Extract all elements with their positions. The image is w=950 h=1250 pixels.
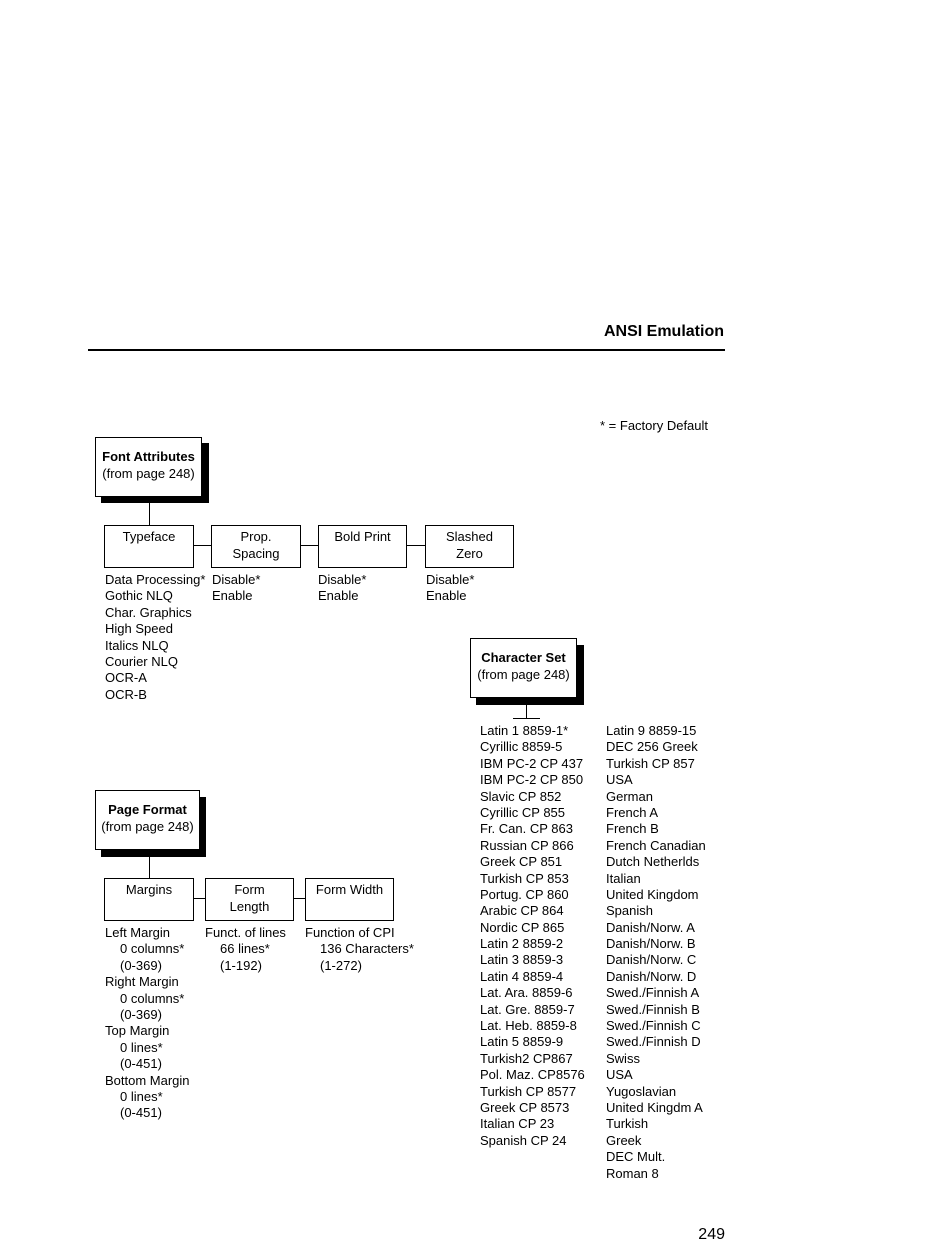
- list-item: Disable*: [318, 572, 367, 587]
- list-item: Swed./Finnish C: [606, 1018, 701, 1034]
- character-set-column-2: [606, 723, 706, 1182]
- character-set-column-1: [480, 723, 585, 1149]
- character-set-title: Character Set: [481, 650, 566, 665]
- connector-line: [194, 545, 211, 546]
- list-item: United Kingdom: [606, 886, 699, 902]
- list-item: Turkish CP 853: [480, 870, 569, 886]
- list-item: (0-451): [120, 1105, 162, 1121]
- list-item: German: [606, 788, 653, 804]
- page-format-subtitle: (from page 248): [101, 819, 194, 834]
- font-attributes-subtitle: (from page 248): [102, 466, 195, 481]
- font-attributes-title: Font Attributes: [102, 449, 195, 464]
- connector-line: [194, 898, 205, 899]
- list-item: Nordic CP 865: [480, 919, 565, 935]
- list-item: Slavic CP 852: [480, 788, 562, 804]
- list-item: Russian CP 866: [480, 837, 574, 853]
- list-item: Yugoslavian: [606, 1083, 677, 1099]
- list-item: French A: [606, 804, 659, 820]
- list-item: Portug. CP 860: [480, 886, 569, 902]
- list-item: Enable: [318, 588, 359, 604]
- connector-line: [294, 898, 305, 899]
- list-item: Swiss: [606, 1050, 640, 1066]
- list-item: Danish/Norw. B: [606, 936, 696, 952]
- list-item: Danish/Norw. A: [606, 919, 695, 935]
- page-format-title: Page Format: [108, 802, 187, 817]
- list-item: French Canadian: [606, 837, 706, 853]
- list-item: French B: [606, 821, 659, 837]
- list-item: Italian CP 23: [480, 1116, 555, 1132]
- typeface-box: [104, 525, 194, 568]
- list-item: Right Margin: [105, 974, 179, 990]
- character-set-tee: [513, 718, 540, 719]
- font-attributes-box: [95, 437, 202, 497]
- list-item: Disable*: [426, 572, 475, 587]
- page-title: ANSI Emulation: [603, 323, 724, 340]
- list-item: DEC Mult.: [606, 1149, 666, 1165]
- bold-print-box: [318, 525, 407, 568]
- list-item: 66 lines*: [220, 941, 270, 957]
- form-length-box: [205, 878, 294, 921]
- form-length-options: [205, 925, 286, 974]
- list-item: (0-369): [120, 957, 162, 973]
- slashed-zero-box: [425, 525, 514, 568]
- list-item: Enable: [212, 588, 253, 604]
- list-item: Fr. Can. CP 863: [480, 821, 573, 837]
- list-item: Latin 2 8859-2: [480, 936, 564, 952]
- list-item: 136 Characters*: [320, 941, 414, 957]
- form-width-options: [305, 925, 414, 974]
- list-item: Function of CPI: [305, 925, 395, 940]
- character-set-subtitle: (from page 248): [477, 667, 570, 682]
- list-item: Char. Graphics: [105, 604, 192, 620]
- list-item: Swed./Finnish B: [606, 1001, 700, 1017]
- list-item: (1-272): [320, 957, 362, 973]
- prop-spacing-box: [211, 525, 301, 568]
- list-item: Courier NLQ: [105, 653, 178, 669]
- list-item: Cyrillic CP 855: [480, 804, 566, 820]
- list-item: Dutch Netherlds: [606, 854, 700, 870]
- list-item: Roman 8: [606, 1165, 659, 1181]
- margins-label: Margins: [125, 882, 173, 897]
- prop-spacing-label-line1: Prop.: [240, 529, 272, 544]
- list-item: Danish/Norw. C: [606, 952, 697, 968]
- list-item: 0 lines*: [120, 1088, 163, 1104]
- list-item: Latin 9 8859-15: [606, 723, 697, 738]
- margins-options: [105, 925, 190, 1122]
- list-item: Turkish CP 8577: [480, 1083, 577, 1099]
- list-item: Greek CP 851: [480, 854, 563, 870]
- list-item: Left Margin: [105, 925, 171, 940]
- list-item: Data Processing*: [105, 572, 206, 587]
- bold-print-label: Bold Print: [334, 529, 391, 544]
- list-item: Gothic NLQ: [105, 588, 173, 604]
- list-item: Cyrillic 8859-5: [480, 739, 563, 755]
- list-item: IBM PC-2 CP 850: [480, 772, 584, 788]
- list-item: Funct. of lines: [205, 925, 286, 940]
- list-item: Enable: [426, 588, 467, 604]
- margins-box: [104, 878, 194, 921]
- character-set-box: [470, 638, 577, 698]
- list-item: Disable*: [212, 572, 261, 587]
- list-item: DEC 256 Greek: [606, 739, 698, 755]
- list-item: OCR-B: [105, 686, 147, 702]
- list-item: 0 columns*: [120, 990, 185, 1006]
- slashed-zero-label-line2: Zero: [456, 546, 483, 561]
- list-item: Latin 1 8859-1*: [480, 723, 569, 738]
- list-item: (0-369): [120, 1006, 162, 1022]
- typeface-label: Typeface: [122, 529, 176, 544]
- list-item: OCR-A: [105, 670, 147, 686]
- list-item: IBM PC-2 CP 437: [480, 755, 584, 771]
- connector-line: [407, 545, 425, 546]
- list-item: (0-451): [120, 1056, 162, 1072]
- list-item: Spanish: [606, 903, 653, 919]
- form-width-label: Form Width: [315, 882, 384, 897]
- list-item: Latin 3 8859-3: [480, 952, 564, 968]
- form-length-label-line1: Form: [234, 882, 265, 897]
- list-item: High Speed: [105, 621, 173, 637]
- connector-line: [301, 545, 318, 546]
- list-item: Top Margin: [105, 1023, 170, 1039]
- list-item: Lat. Heb. 8859-8: [480, 1018, 577, 1034]
- list-item: Latin 5 8859-9: [480, 1034, 564, 1050]
- font-attributes-connector: [149, 503, 150, 525]
- list-item: Pol. Maz. CP8576: [480, 1067, 585, 1083]
- list-item: Lat. Gre. 8859-7: [480, 1001, 575, 1017]
- form-length-label-line2: Length: [229, 899, 270, 914]
- list-item: Lat. Ara. 8859-6: [480, 985, 573, 1001]
- prop-spacing-label-line2: Spacing: [232, 546, 280, 561]
- list-item: Arabic CP 864: [480, 903, 564, 919]
- header-rule: [88, 349, 725, 351]
- list-item: Italian: [606, 870, 641, 886]
- list-item: Swed./Finnish A: [606, 985, 700, 1001]
- list-item: Spanish CP 24: [480, 1132, 567, 1148]
- list-item: Bottom Margin: [105, 1072, 190, 1088]
- list-item: 0 lines*: [120, 1039, 163, 1055]
- list-item: Latin 4 8859-4: [480, 968, 564, 984]
- list-item: Swed./Finnish D: [606, 1034, 701, 1050]
- list-item: USA: [606, 1067, 633, 1083]
- prop-spacing-options: [212, 572, 260, 605]
- page-format-box: [95, 790, 200, 850]
- list-item: Turkish CP 857: [606, 755, 695, 771]
- bold-print-options: [318, 572, 366, 605]
- factory-default-legend: * = Factory Default: [600, 418, 709, 433]
- list-item: Turkish2 CP867: [480, 1050, 573, 1066]
- page-format-connector: [149, 857, 150, 878]
- slashed-zero-options: [426, 572, 474, 605]
- list-item: Turkish: [606, 1116, 649, 1132]
- list-item: Greek: [606, 1132, 642, 1148]
- character-set-connector: [526, 705, 527, 718]
- typeface-options: [105, 572, 205, 703]
- list-item: 0 columns*: [120, 941, 185, 957]
- page-number: 249: [698, 1226, 725, 1243]
- list-item: (1-192): [220, 957, 262, 973]
- list-item: United Kingdm A: [606, 1099, 703, 1115]
- list-item: Italics NLQ: [105, 637, 169, 653]
- slashed-zero-label-line1: Slashed: [446, 529, 493, 544]
- list-item: USA: [606, 772, 633, 788]
- list-item: Greek CP 8573: [480, 1099, 570, 1115]
- form-width-box: [305, 878, 394, 921]
- list-item: Danish/Norw. D: [606, 968, 697, 984]
